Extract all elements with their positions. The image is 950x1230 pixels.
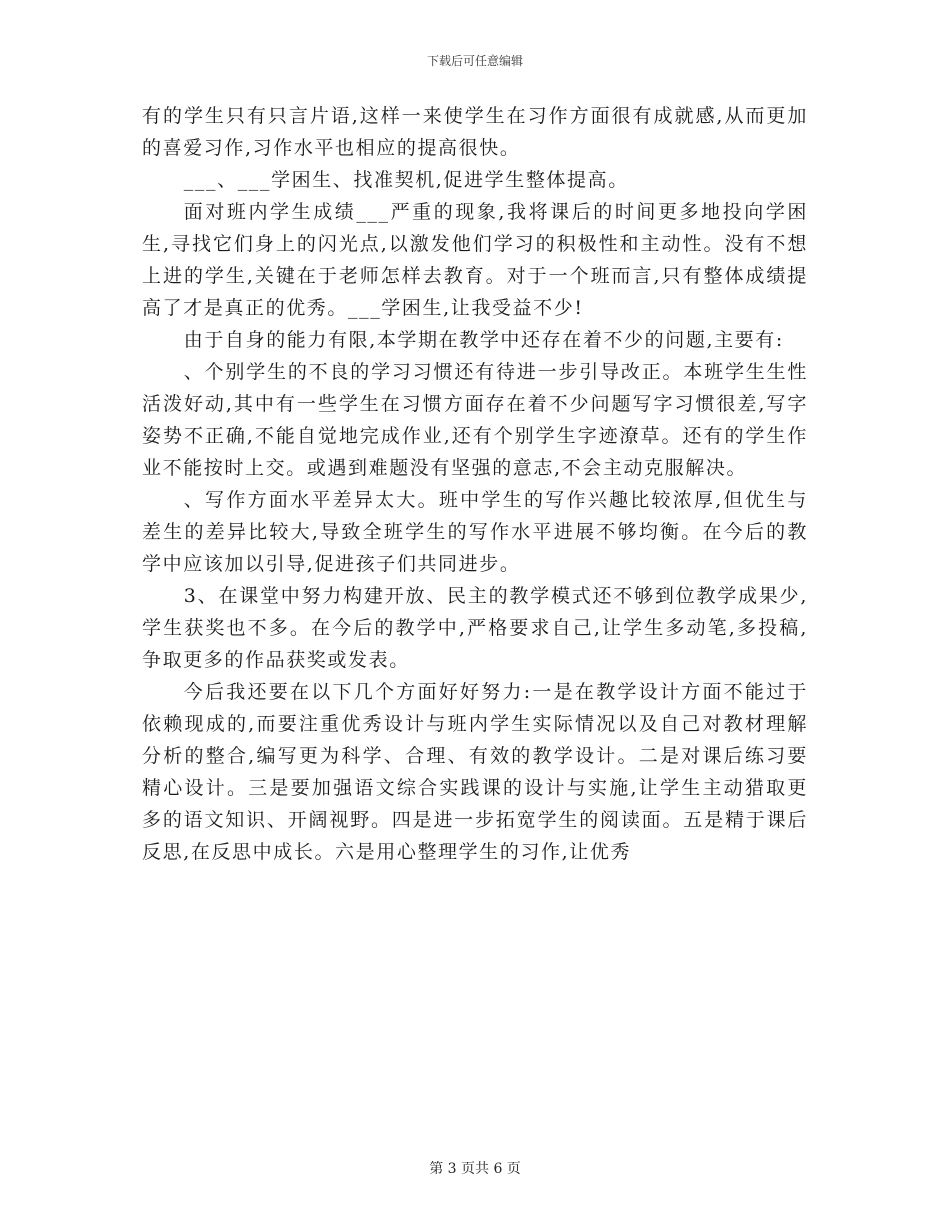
paragraph-struggling-students: 面对班内学生成绩___严重的现象,我将课后的时间更多地投向学困生,寻找它们身上的闪光点,以激发他们学习的积极性和主动性。没有不想上进的学生,关键在于老师怎样去教育。对于一个班而言,只有整体成绩提高了才是真正的优秀。___学困生,让我受益不少! bbox=[142, 201, 808, 319]
document-body bbox=[142, 100, 808, 868]
paragraph-future-plans: 今后我还要在以下几个方面好好努力:一是在教学设计方面不能过于依赖现成的,而要注重优秀设计与班内学生实际情况以及自己对教材理解分析的整合,编写更为科学、合理、有效的教学设计。二是对课后练习要精心设计。三是要加强语文综合实践课的设计与实施,让学生主动猎取更多的语文知识、开阔视野。四是进一步拓宽学生的阅读面。五是精于课后反思,在反思中成长。六是用心整理学生的习作,让优秀 bbox=[142, 681, 808, 863]
paragraph-problem-teaching-mode: 3、在课堂中努力构建开放、民主的教学模式还不够到位教学成果少,学生获奖也不多。在今后的教学中,严格要求自己,让学生多动笔,多投稿,争取更多的作品获奖或发表。 bbox=[142, 585, 808, 671]
paragraph-heading-students: ___、___学困生、找准契机,促进学生整体提高。 bbox=[183, 169, 629, 191]
page-footer: 第 3 页共 6 页 bbox=[429, 1161, 521, 1177]
page-header: 下载后可任意编辑 bbox=[426, 54, 523, 68]
paragraph-problem-writing: 、写作方面水平差异太大。班中学生的写作兴趣比较浓厚,但优生与差生的差异比较大,导致全班学生的写作水平进展不够均衡。在今后的教学中应该加以引导,促进孩子们共同进步。 bbox=[142, 489, 808, 575]
paragraph-continuation: 有的学生只有只言片语,这样一来使学生在习作方面很有成就感,从而更加的喜爱习作,习作水平也相应的提高很快。 bbox=[142, 105, 808, 159]
paragraph-problems-intro: 由于自身的能力有限,本学期在教学中还存在着不少的问题,主要有: bbox=[183, 329, 784, 351]
paragraph-problem-habits: 、个别学生的不良的学习习惯还有待进一步引导改正。本班学生生性活泼好动,其中有一些学生在习惯方面存在着不少问题写字习惯很差,写字姿势不正确,不能自觉地完成作业,还有个别学生字迹潦草。还有的学生作业不能按时上交。或遇到难题没有坚强的意志,不会主动克服解决。 bbox=[142, 361, 808, 479]
